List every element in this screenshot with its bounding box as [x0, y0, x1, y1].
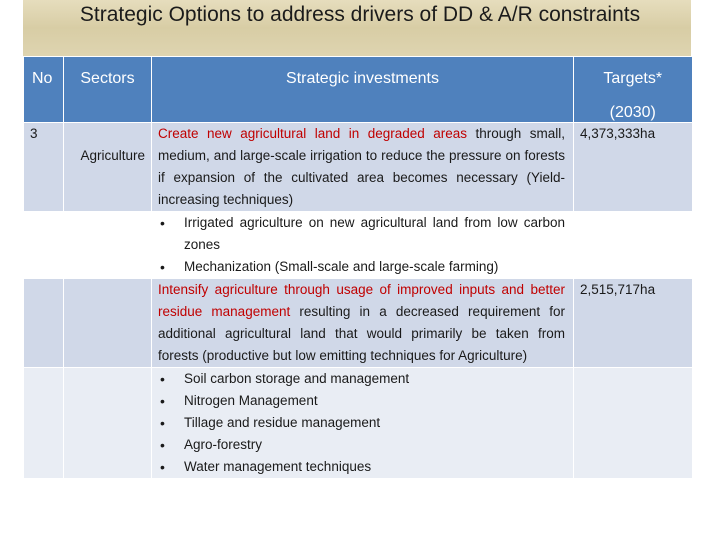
strategy-1-bullets: [152, 212, 574, 279]
list-item: • Nitrogen Management: [158, 390, 565, 412]
strategy-1-description: through small, medium, and large-scale irrigation to reduce the pressure on forests if expansion of the cultivated area becomes necessary (Yield-increasing techniques): [158, 126, 565, 207]
strategy-table: [23, 57, 692, 478]
list-item: • Irrigated agriculture on new agricultural land from low carbon zones: [158, 212, 565, 256]
target-1: 4,373,333ha: [574, 123, 692, 212]
row-number: 3: [24, 123, 64, 212]
list-item: • Tillage and residue management: [158, 412, 565, 434]
target-2: 2,515,717ha: [574, 279, 692, 368]
strategy-1-highlight: Create new agricultural land in degraded areas: [158, 126, 467, 141]
strategy-2-description: resulting in a decreased requirement for additional agricultural land that would primarily be taken from forests (productive but low emitting techniques for Agriculture): [158, 304, 565, 363]
list-item: • Water management techniques: [158, 456, 565, 478]
table-row: [24, 368, 692, 479]
header-targets-label: Targets*: [603, 70, 663, 87]
list-item: • Mechanization (Small-scale and large-scale farming): [158, 256, 565, 278]
header-sectors: Sectors: [64, 57, 152, 123]
list-item: • Soil carbon storage and management: [158, 368, 565, 390]
table-row: [24, 279, 692, 368]
sector-cell: [64, 123, 152, 212]
table-row: [24, 212, 692, 279]
strategy-2-bullets: [152, 368, 574, 479]
table-header-row: [24, 57, 692, 123]
slide-title: Strategic Options to address drivers of DD & A/R constraints: [79, 3, 641, 26]
strategy-2-text: [152, 279, 574, 368]
header-no: No: [24, 57, 64, 123]
sector-name: Agriculture: [80, 148, 145, 163]
header-strategic-investments: Strategic investments: [152, 57, 574, 123]
header-targets-year: (2030): [609, 104, 656, 121]
strategy-2-highlight: Intensify agriculture through usage of improved inputs and better residue management: [158, 282, 565, 319]
table-row: [24, 123, 692, 212]
strategy-1-text: [152, 123, 574, 212]
list-item: • Agro-forestry: [158, 434, 565, 456]
header-targets: [574, 57, 692, 123]
